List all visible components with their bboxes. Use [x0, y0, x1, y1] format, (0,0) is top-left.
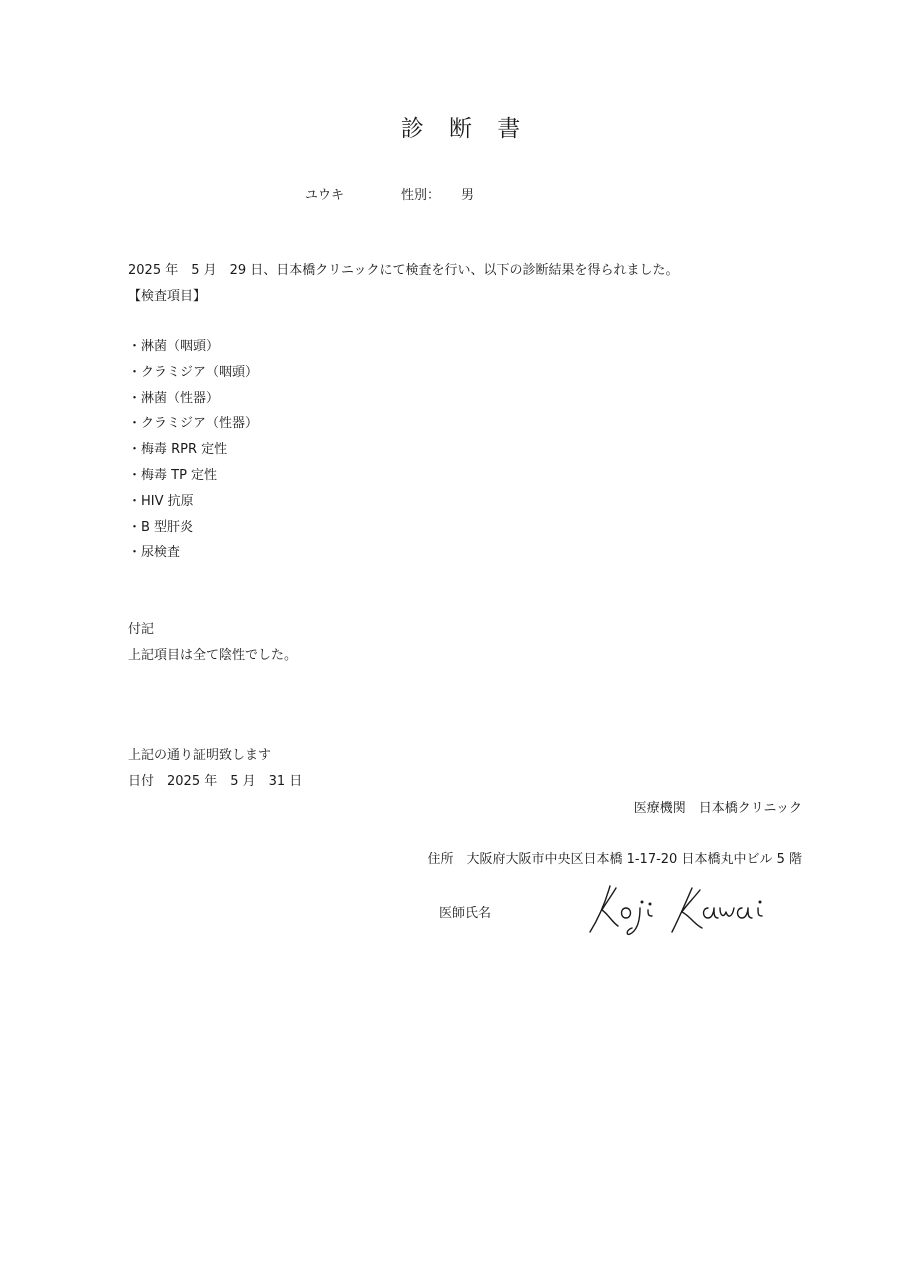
- gender-label: 性別：: [401, 188, 441, 203]
- institution-address: 住所 大阪府大阪市中央区日本橋 1-17-20 日本橋丸中ビル 5 階: [427, 852, 802, 867]
- note-text: 上記項目は全て陰性でした。: [128, 648, 298, 663]
- list-item: ・梅毒 RPR 定性: [128, 442, 228, 458]
- list-item: ・B 型肝炎: [128, 519, 194, 535]
- list-item: ・淋菌（咽頭）: [128, 339, 220, 354]
- note-label: 付記: [128, 622, 155, 637]
- certification-statement: 上記の通り証明致します: [128, 748, 272, 763]
- issue-date: 日付 2025 年 5 月 31 日: [128, 774, 303, 789]
- items-heading: 【検査項目】: [128, 289, 207, 304]
- intro-paragraph: 2025 年 5 月 29 日、日本橋クリニックにて検査を行い、以下の診断結果を得られました。: [128, 263, 679, 278]
- list-item: ・尿検査: [128, 545, 181, 561]
- test-items-list: [128, 334, 258, 566]
- list-item: ・梅毒 TP 定性: [128, 467, 218, 483]
- document-title: 診 断 書: [400, 116, 530, 142]
- list-item: ・クラミジア（咽頭）: [128, 364, 259, 380]
- doctor-signature: [580, 878, 780, 938]
- patient-name: ユウキ: [305, 188, 345, 203]
- list-item: ・クラミジア（性器）: [128, 416, 259, 432]
- list-item: ・淋菌（性器）: [128, 390, 220, 406]
- doctor-name-label: 医師氏名: [439, 906, 492, 921]
- list-item: ・HIV 抗原: [128, 493, 194, 509]
- gender-value: 男: [461, 188, 475, 203]
- institution-name: 医療機関 日本橋クリニック: [633, 801, 802, 816]
